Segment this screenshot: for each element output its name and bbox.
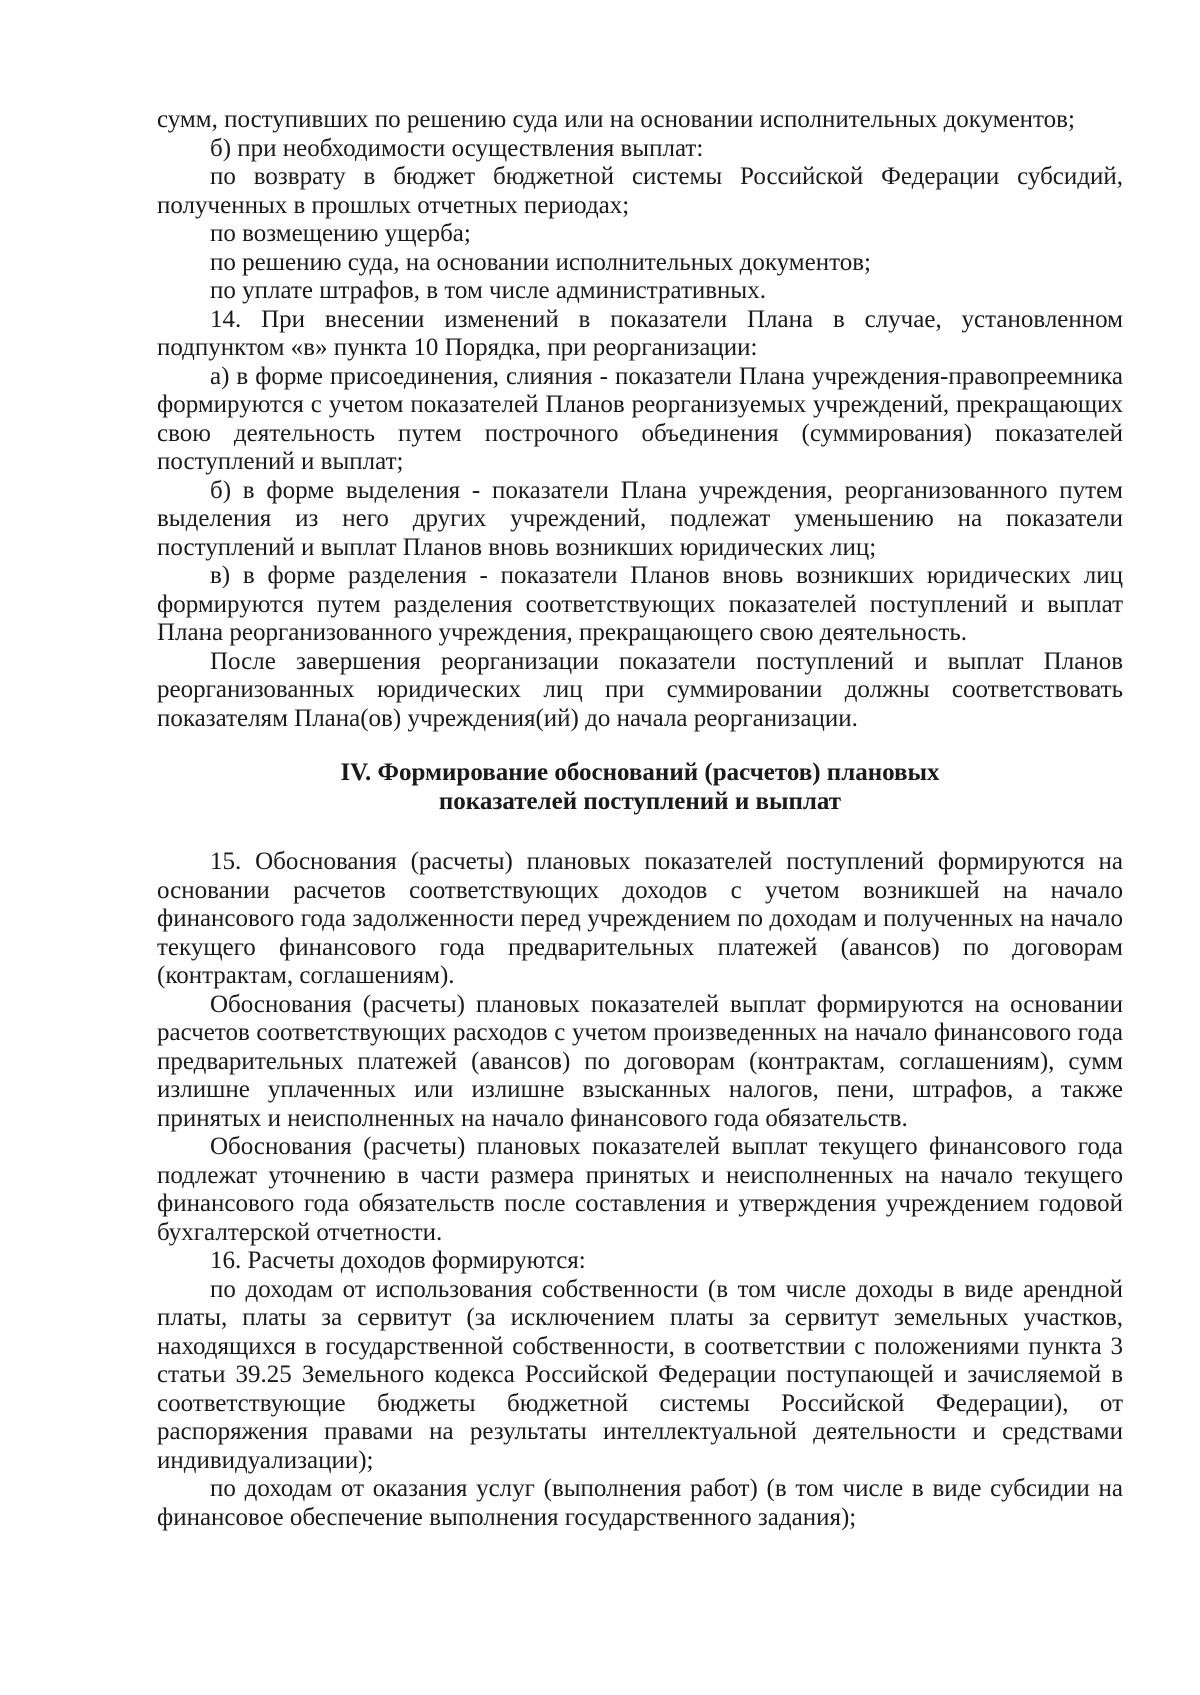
paragraph: по возврату в бюджет бюджетной системы Российской Федерации субсидий, полученных в прошлых отчетных периодах; bbox=[157, 163, 1123, 219]
paragraph: б) в форме выделения - показатели Плана учреждения, реорганизованного путем выделения из него других учреждений, подлежат уменьшению на показатели поступлений и выплат Планов вновь возникших юридических лиц; bbox=[157, 476, 1123, 561]
paragraph: сумм, поступивших по решению суда или на основании исполнительных документов; bbox=[157, 106, 1075, 133]
paragraph: в) в форме разделения - показатели Планов вновь возникших юридических лиц формируются путем разделения соответствующих показателей поступлений и выплат Плана реорганизованного учреждения, прекращающего свою деятельность. bbox=[157, 562, 1123, 646]
paragraph: 16. Расчеты доходов формируются: bbox=[210, 1247, 586, 1274]
paragraph: 14. При внесении изменений в показатели Плана в случае, установленном подпунктом «в» пункта 10 Порядка, при реорганизации: bbox=[157, 305, 1123, 361]
paragraph: 15. Обоснования (расчеты) плановых показателей поступлений формируются на основании расчетов соответствующих доходов с учетом возникшей на начало финансового года задолженности перед учреждением по доходам и полученных на начало текущего финансового года предварительных платежей (авансов) по договорам (контрактам, соглашениям). bbox=[157, 848, 1123, 989]
document-body bbox=[157, 106, 1123, 1532]
paragraph: по уплате штрафов, в том числе административных. bbox=[210, 277, 766, 304]
paragraph: После завершения реорганизации показатели поступлений и выплат Планов реорганизованных юридических лиц при суммировании должны соответствовать показателям Плана(ов) учреждения(ий) до начала реорганизации. bbox=[157, 647, 1123, 732]
section-heading bbox=[157, 758, 1123, 816]
paragraph: Обоснования (расчеты) плановых показателей выплат формируются на основании расчетов соответствующих расходов с учетом произведенных на начало финансового года предварительных платежей (авансов) по договорам (контрактам, соглашениям), сумм излишне уплаченных или излишне взысканных налогов, пени, штрафов, а также принятых и неисполненных на начало финансового года обязательств. bbox=[157, 990, 1123, 1132]
paragraph: по доходам от оказания услуг (выполнения работ) (в том числе в виде субсидии на финансовое обеспечение выполнения государственного задания); bbox=[157, 1475, 1123, 1531]
paragraph: Обоснования (расчеты) плановых показателей выплат текущего финансового года подлежат уточнению в части размера принятых и неисполненных на начало текущего финансового года обязательств после составления и утверждения учреждением годовой бухгалтерской отчетности. bbox=[157, 1133, 1123, 1246]
paragraph: б) при необходимости осуществления выплат: bbox=[210, 134, 704, 162]
paragraph: по решению суда, на основании исполнительных документов; bbox=[210, 248, 871, 276]
paragraph: по доходам от использования собственности (в том числе доходы в виде арендной платы, платы за сервитут (за исключением платы за сервитут земельных участков, находящихся в государственной собственности, в соответствии с положениями пункта 3 статьи 39.25 Земельного кодекса Российской Федерации поступающей и зачисляемой в соответствующие бюджеты бюджетной системы Российской Федерации), от распоряжения правами на результаты интеллектуальной деятельности и средствами индивидуализации); bbox=[157, 1275, 1123, 1474]
paragraph: по возмещению ущерба; bbox=[210, 220, 471, 247]
section-heading-line-1: IV. Формирование обоснований (расчетов) плановых bbox=[340, 759, 940, 786]
section-heading-line-2: показателей поступлений и выплат bbox=[438, 788, 842, 815]
paragraph: а) в форме присоединения, слияния - показатели Плана учреждения-правопреемника формируются с учетом показателей Планов реорганизуемых учреждений, прекращающих свою деятельность путем построчного объединения (суммирования) показателей поступлений и выплат; bbox=[157, 362, 1123, 475]
